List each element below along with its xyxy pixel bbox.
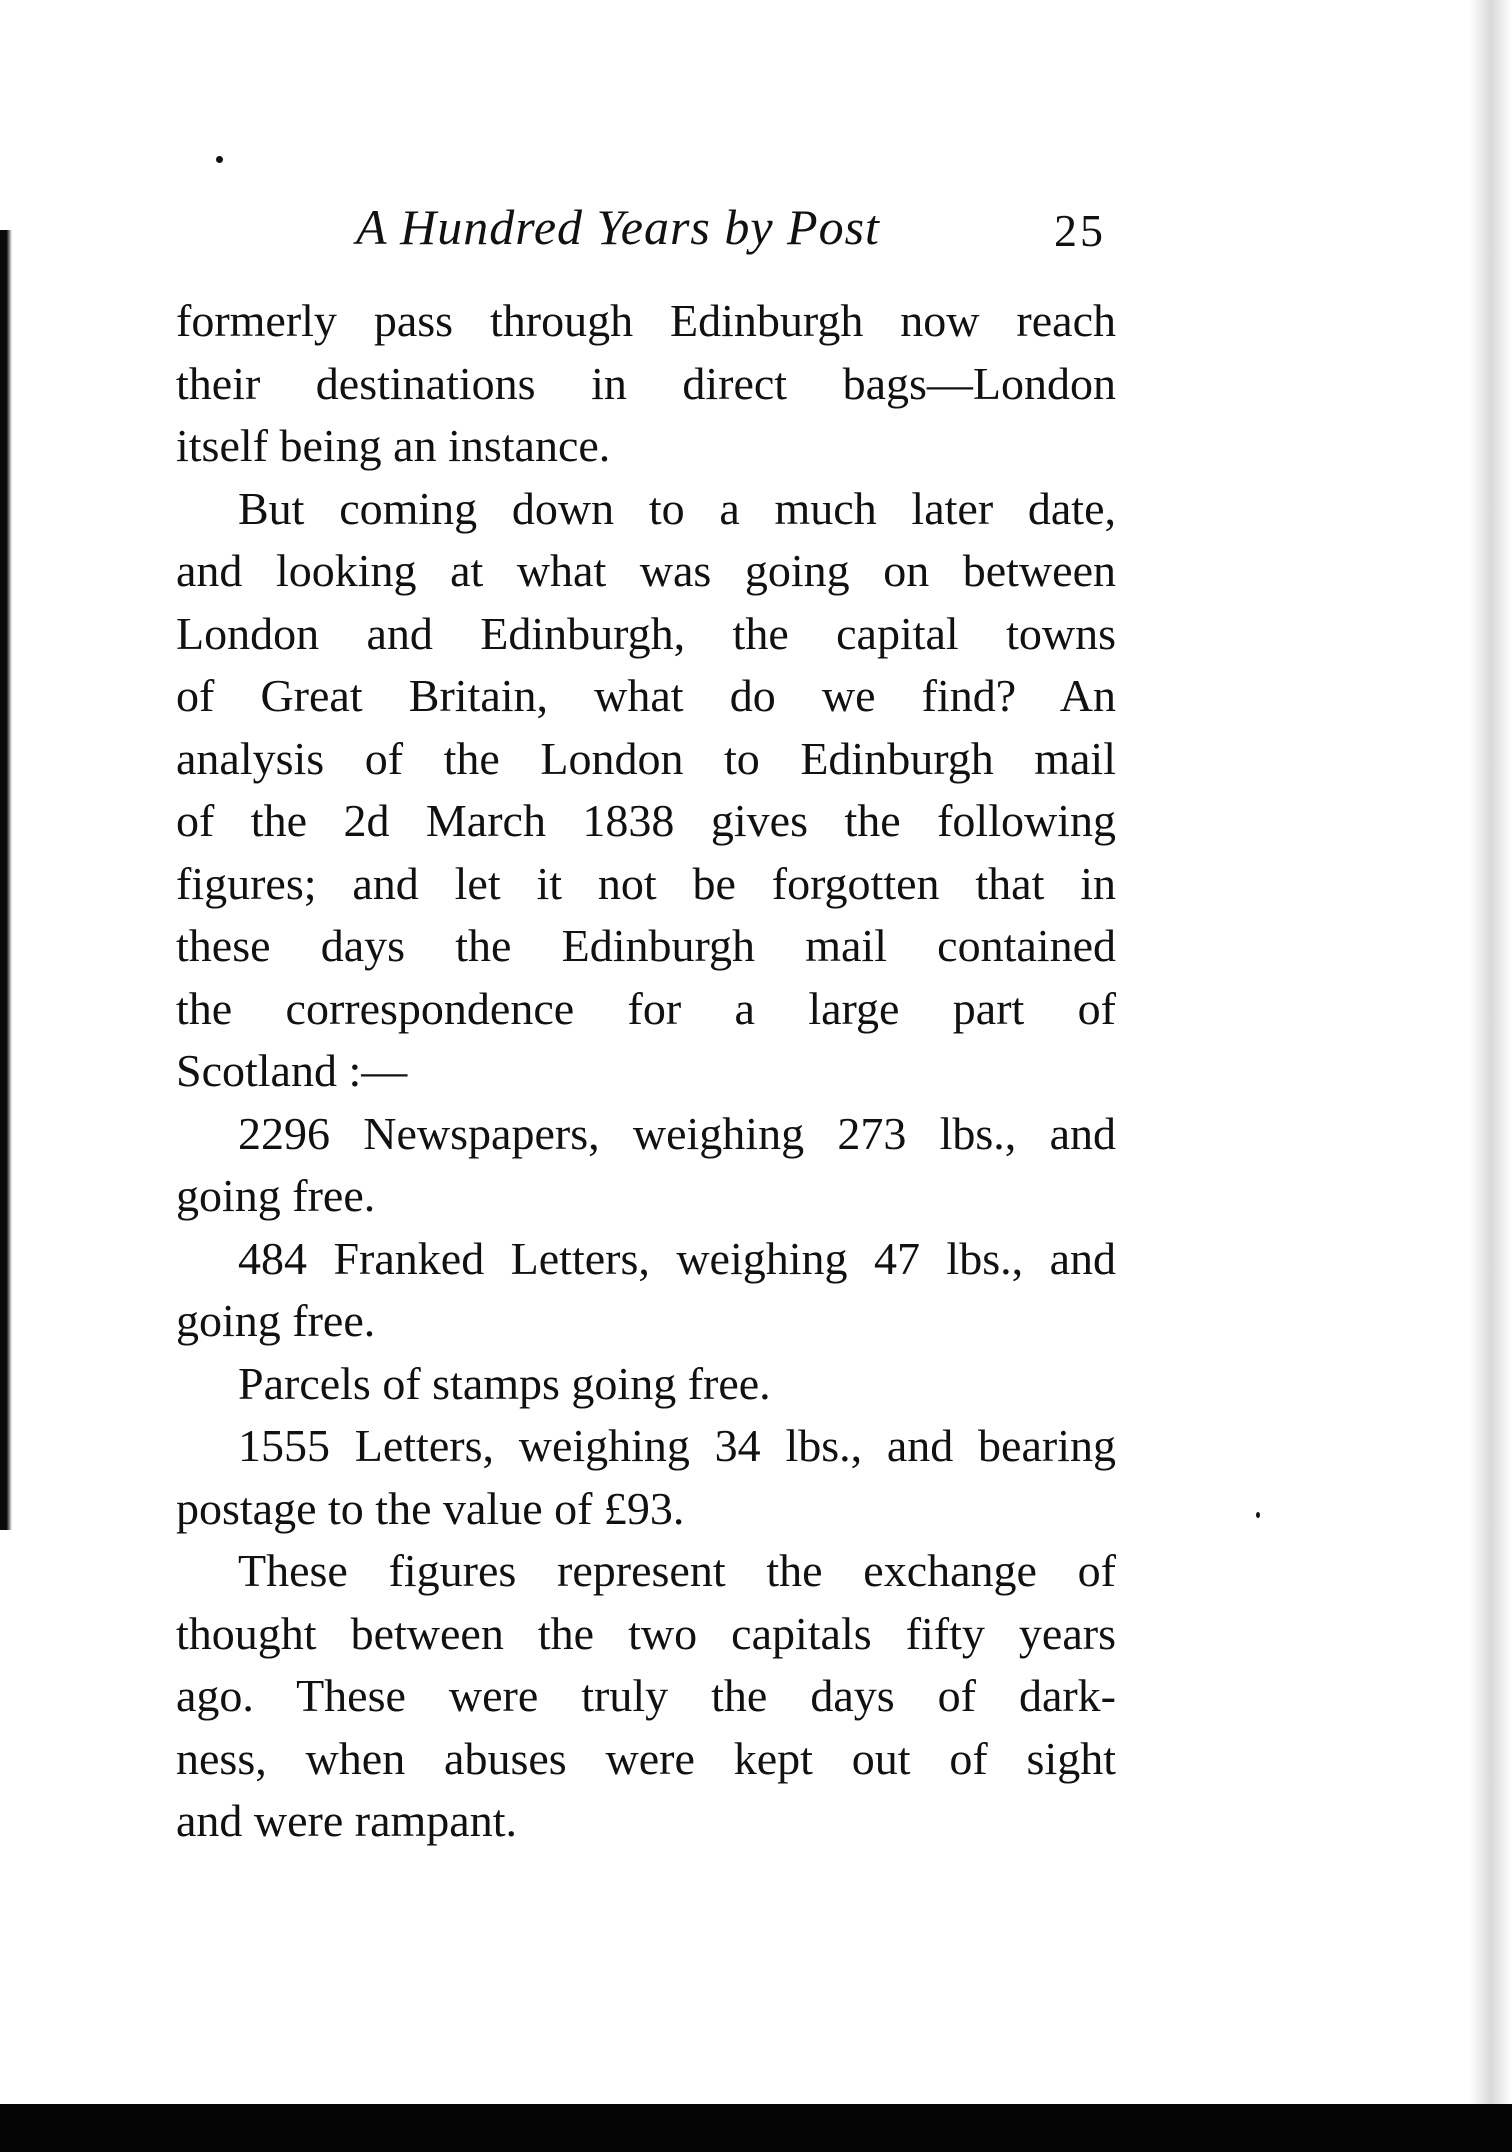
text-line: the correspondence for a large part of [176, 982, 1116, 1034]
running-title: A Hundred Years by Post [356, 199, 880, 255]
text-line: London and Edinburgh, the capital towns [176, 607, 1116, 659]
text-line: But coming down to a much later date, [238, 482, 1116, 534]
scan-speck [1256, 1512, 1260, 1518]
page-header [176, 192, 1116, 262]
text-line: formerly pass through Edinburgh now reach [176, 295, 1116, 346]
scan-left-edge [0, 230, 12, 1530]
text-line: postage to the value of £93. [176, 1482, 685, 1534]
body-text [176, 290, 1116, 1853]
text-line: of the 2d March 1838 gives the following [176, 795, 1116, 846]
text-line: thought between the two capitals fifty years [176, 1607, 1116, 1659]
text-line: and looking at what was going on between [176, 545, 1116, 596]
scan-speck [216, 156, 223, 163]
page-number: 25 [1054, 205, 1106, 256]
scan-right-edge [1442, 0, 1512, 2104]
text-line: itself being an instance. [176, 420, 611, 471]
text-line: ago. These were truly the days of dark- [176, 1670, 1116, 1721]
text-line: and were rampant. [176, 1795, 518, 1846]
text-line: Parcels of stamps going free. [238, 1357, 771, 1409]
text-line: 2296 Newspapers, weighing 273 lbs., and [238, 1107, 1116, 1159]
text-line: 484 Franked Letters, weighing 47 lbs., and [238, 1232, 1116, 1284]
text-line: ness, when abuses were kept out of sight [176, 1732, 1116, 1784]
text-line: Scotland :— [176, 1045, 408, 1096]
text-line: going free. [176, 1170, 376, 1221]
text-line: going free. [176, 1295, 376, 1346]
scan-bottom-edge [0, 2104, 1512, 2152]
text-line: 1555 Letters, weighing 34 lbs., and bearing [238, 1420, 1116, 1471]
text-line: of Great Britain, what do we find? An [176, 670, 1116, 721]
text-line: their destinations in direct bags—London [176, 357, 1116, 409]
text-line: analysis of the London to Edinburgh mail [176, 732, 1116, 784]
text-line: These figures represent the exchange of [238, 1545, 1116, 1596]
text-line: figures; and let it not be forgotten that in [176, 857, 1116, 909]
text-line: these days the Edinburgh mail contained [176, 920, 1116, 971]
